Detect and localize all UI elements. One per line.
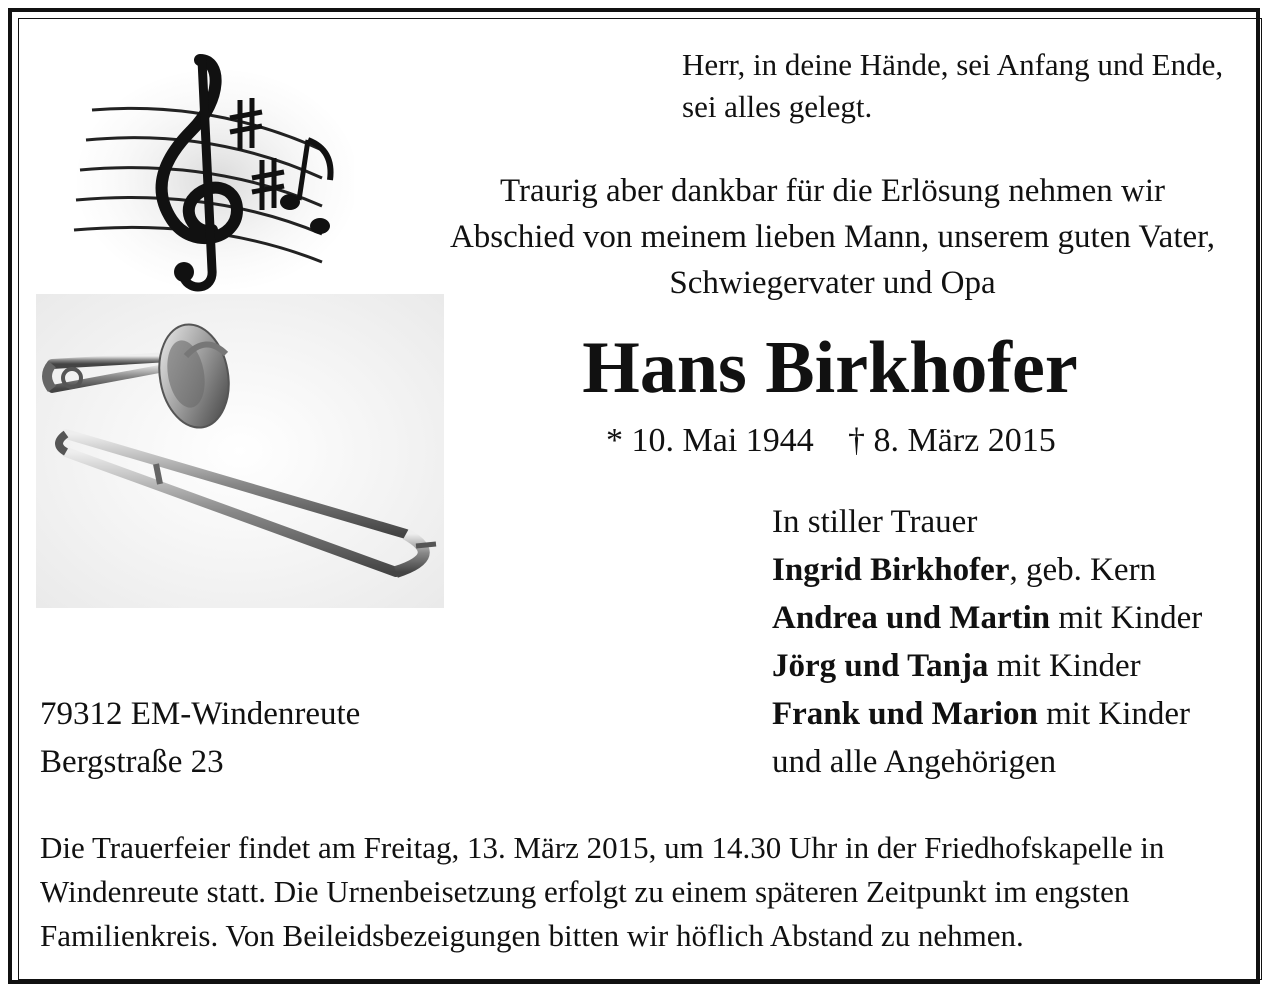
intro-line: Schwiegervater und Opa (669, 265, 996, 301)
ceremony-line: Windenreute statt. Die Urnenbeisetzung erfolgt zu einem späteren Zeitpunkt im engsten (40, 874, 1130, 909)
mourner-row (772, 690, 1262, 738)
birth-date: * 10. Mai 1944 (606, 422, 814, 459)
mourners-heading: In stiller Trauer (772, 504, 978, 540)
mourner-suffix: , geb. Kern (1009, 552, 1157, 588)
ceremony-line: Die Trauerfeier findet am Freitag, 13. März 2015, um 14.30 Uhr in der Friedhofskapelle in (40, 830, 1165, 865)
address-street: Bergstraße 23 (40, 744, 224, 780)
mourner-suffix: mit Kinder (1050, 600, 1203, 636)
mourner-row (772, 546, 1262, 594)
mourner-name: Jörg und Tanja (772, 648, 989, 684)
intro-line: Traurig aber dankbar für die Erlösung nehmen wir (499, 173, 1165, 209)
mourner-row (772, 642, 1262, 690)
family-address (40, 690, 360, 786)
motto-line: Herr, in deine Hände, sei Anfang und Ende, (682, 47, 1224, 82)
mourner-name: Andrea und Martin (772, 600, 1051, 636)
mourner-name: Frank und Marion (772, 696, 1038, 732)
motto-verse (682, 44, 1262, 128)
address-city: 79312 EM-Windenreute (40, 696, 361, 732)
death-date: † 8. März 2015 (848, 422, 1056, 459)
mourners-list (772, 498, 1262, 786)
mourners-closing: und alle Angehörigen (772, 744, 1057, 780)
announcement-intro (400, 168, 1265, 306)
deceased-name: Hans Birkhofer (582, 327, 1078, 409)
mourner-row (772, 594, 1262, 642)
motto-line: sei alles gelegt. (682, 89, 873, 124)
ceremony-notice (40, 826, 1240, 958)
ceremony-line: Familienkreis. Von Beileidsbezeigungen bitten wir höflich Abstand zu nehmen. (40, 918, 1024, 953)
music-notes-illustration (72, 40, 354, 296)
mourner-suffix: mit Kinder (1037, 696, 1191, 732)
intro-line: Abschied von meinem lieben Mann, unserem guten Vater, (449, 219, 1216, 255)
trombone-illustration (36, 294, 444, 608)
mourner-suffix: mit Kinder (988, 648, 1141, 684)
mourner-name: Ingrid Birkhofer (772, 552, 1010, 588)
